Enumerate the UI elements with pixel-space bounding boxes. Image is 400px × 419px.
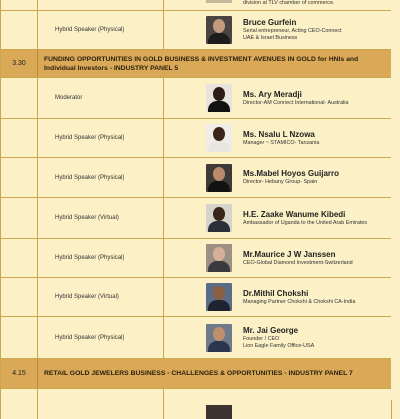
speaker-photo [206,0,232,3]
time-cell [1,198,38,238]
speaker-cell [164,278,392,316]
speaker-cell [164,317,392,358]
speaker-photo [206,244,232,272]
time-cell [1,158,38,197]
role-cell [38,0,164,10]
agenda-row [1,239,392,278]
speaker-role: Hybrid Speaker (Physical) [38,158,164,197]
speaker-photo [206,324,232,352]
speaker-photo [206,283,232,311]
speaker-cell [164,198,392,238]
agenda-row-partial [1,0,392,11]
speaker-name: H.E. Zaake Wanume Kibedi [243,209,346,219]
agenda-row [1,158,392,198]
panel-header [1,359,392,389]
speaker-name: Mr. Jai George [243,325,299,335]
speaker-name: Ms.Mabel Hoyos Guijarro [243,169,340,178]
speaker-photo [206,204,232,232]
speaker-description: Lion Eagle Family Office-USA [243,342,315,349]
speaker-description: Director- Hebany Group- Spain [243,179,318,185]
page-edge [391,0,400,400]
panel-title: RETAIL GOLD JEWELERS BUSINESS - CHALLENGES & OPPORTUNITIES - INDUSTRY PANEL 7 [44,370,353,377]
panel-time: 4.15 [1,359,38,388]
speaker-photo [206,16,232,44]
panel-title: FUNDING OPPORTUNITIES IN GOLD BUSINESS & INVESTMENT AVENUES IN GOLD for HNIs and Individual Investors - INDUSTRY PANEL 5 [44,55,359,72]
speaker-role: Hybrid Speaker (Physical) [38,119,164,157]
speaker-name: Ms. Ary Meradji [243,89,302,99]
panel-header [1,50,392,78]
panel-time: 3.30 [1,50,38,77]
speaker-role: Hybrid Speaker (Physical) [38,11,164,49]
time-cell [1,119,38,157]
speaker-role: Moderator [38,78,164,118]
speaker-role: Hybrid Speaker (Physical) [38,317,164,358]
speaker-name: Mr.Maurice J W Janssen [243,249,336,259]
agenda-row-partial [1,389,392,419]
speaker-photo [206,124,232,152]
speaker-cell [164,0,392,10]
role-cell [38,389,164,419]
agenda-row [1,317,392,359]
speaker-photo [206,405,232,419]
speaker-photo [206,84,232,112]
speaker-cell [164,78,392,118]
speaker-description: Ambassador of Uganda to the United Arab Emirates [243,219,368,226]
speaker-cell [164,158,392,197]
speaker-name: Dr.Mithil Chokshi [243,288,309,298]
agenda-row [1,11,392,50]
speaker-description: Serial entrepreneur, Acting CEO-Connect [243,28,342,34]
agenda-row [1,198,392,239]
speaker-description: Director-AM Connect International- Australia [243,99,349,106]
time-cell [1,239,38,277]
time-cell [1,389,38,419]
speaker-role: Hybrid Speaker (Virtual) [38,278,164,316]
agenda-row [1,119,392,158]
speaker-cell [164,239,392,277]
speaker-cell [164,119,392,157]
time-cell [1,317,38,358]
speaker-description: UAE & Israel Business [243,35,298,41]
speaker-cell [164,11,392,49]
speaker-description: Managing Partner Chokshi & Chokshi CA-India [243,298,356,305]
speaker-photo [206,164,232,192]
speaker-name: Bruce Gurfein [243,18,297,27]
agenda-row [1,78,392,119]
time-cell [1,11,38,49]
speaker-role: Hybrid Speaker (Virtual) [38,198,164,238]
speaker-description: division at TLV chamber of commerce. [243,0,335,6]
speaker-name: Ms. Nsalu L Nzowa [243,129,315,139]
time-cell [1,278,38,316]
agenda-row [1,278,392,317]
speaker-description: Founder / CEO [243,335,280,342]
speaker-cell [164,389,392,419]
speaker-description: CEO-Global Diamond Investment-Switzerland [243,259,353,266]
speaker-role: Hybrid Speaker (Physical) [38,239,164,277]
time-cell [1,78,38,118]
speaker-description: Manager ~ STAMICO- Tanzania [243,139,320,146]
time-cell [1,0,38,10]
